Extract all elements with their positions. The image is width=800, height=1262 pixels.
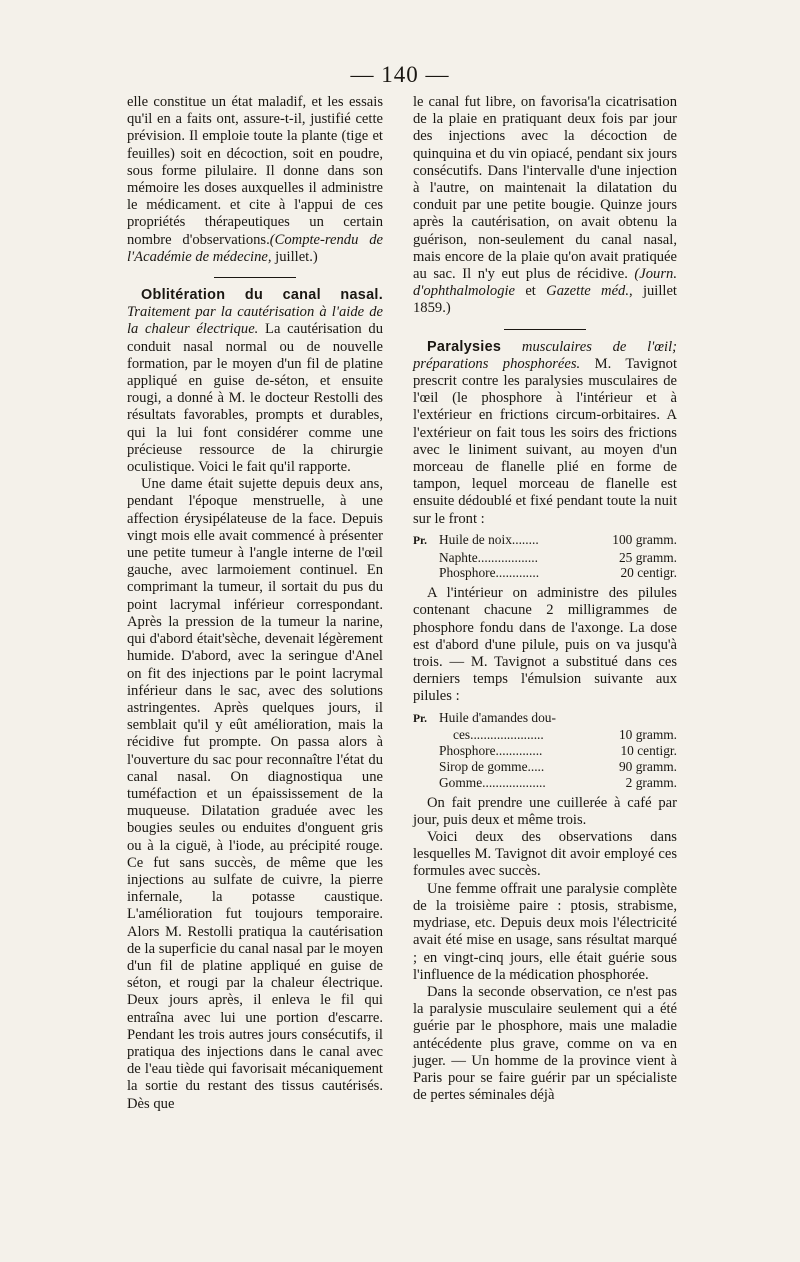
recipe-liniment [413, 532, 677, 581]
recipe-row: Sirop de gomme..... 90 gramm. [439, 759, 677, 775]
recipe-row: Phosphore............. 20 centigr. [439, 565, 677, 581]
recipe-row: Pr. Huile de noix........ 100 gramm. [413, 531, 677, 547]
recipe-row: ces...................... 10 gramm. [453, 727, 677, 743]
section-heading: Oblitération du canal nasal. [141, 287, 383, 304]
recipe-row: Phosphore.............. 10 centigr. [439, 743, 677, 759]
left-column [127, 94, 383, 1113]
paragraph: elle constitue un état maladif, et les essais qu'il en a faits ont, assure-t-il, justifié cette prévision. Il emploie toute la plante (tige et feuilles) soit en décoction, soit en poudre, sous forme pilulaire. Il donne dans son mémoire les doses auxquelles il administre le médicament. et cite à l'appui de ces propriétés thérapeutiques un certain nombre d'observations.(Compte-rendu de l'Académie de médecine, juillet.) [127, 94, 383, 265]
paragraph: le canal fut libre, on favorisa'la cicatrisation de la plaie en pratiquant deux fois par jour des injections avec la décoction de quinquina et du vin opiacé, pendant six jours consécutifs. Dans l'intervalle d'une injection à l'autre, on maintenait la dilatation du conduit par une petite bougie. Quinze jours après la cautérisation, on avait obtenu la guérison, non-seulement du canal nasal, mais encore de la plaie qu'on avait pratiquée au sac. Il n'y eut plus de récidive. (Journ. d'ophthalmologie et Gazette méd., juillet 1859.) [413, 94, 677, 317]
section-heading: Paralysies [427, 338, 502, 355]
paragraph: Dans la seconde observation, ce n'est pas la paralysie musculaire seulement qui a été guérie par le phosphore, mais une maladie antécédente plus grave, comme on va en juger. — Un homme de la province vient à Paris pour se faire guérir par un spécialiste de pertes séminales déjà [413, 983, 677, 1104]
recipe-emulsion [413, 710, 677, 791]
recipe-row: Gomme................... 2 gramm. [439, 774, 677, 790]
paragraph: Une dame était sujette depuis deux ans, pendant l'époque menstruelle, à une affection érysipélateuse de la face. Depuis vingt mois elle avait commencé à présenter une petite tumeur à l'angle interne de l'œil gauche, avec larmoiement continuel. En comprimant la tumeur, il sortait du pus du point lacrymal inférieur correspondant. Après la pression de la tumeur la narine, qui d'abord était'sèche, devenait légèrement humide. D'abord, avec la seringue d'Anel on fit des injections par le point lacrymal inférieur dans le sac, avec des solutions astringentes. Après quelques jours, il semblait qu'il y eût amélioration, mais la récidive fut prompte. On passa alors à l'ouverture du sac pour reconnaître l'état du canal nasal. On diagnostiqua une tuméfaction et un épaississement de la muqueuse. Dilatation graduée avec les bougies seules ou enduites d'onguent gris ou à la ciguë, à l'iode, au précipité rouge. Ce fut sans succès, de même que les injections au sulfate de cuivre, la pierre infernale, la potasse caustique. L'amélioration fut toujours temporaire. Alors M. Restolli pratiqua la cautérisation de la superficie du canal nasal par le moyen d'un fil de platine appliqué en guise de séton, et rougi par la chaleur électrique. Deux jours après, il enleva le fil qui entraîna avec lui une portion d'escarre. Pendant les trois autres jours consécutifs, il pratiqua des injections dans le canal avec de l'eau tiède qui favorisait mécaniquement la sortie du restant des tissus cautérisés. Dès que [127, 476, 383, 1112]
paragraph: On fait prendre une cuillerée à café par jour, puis deux et même trois. [413, 794, 677, 828]
section-divider [214, 277, 296, 278]
recipe-row: Naphte.................. 25 gramm. [439, 549, 677, 565]
page-number: — 140 — [350, 62, 450, 87]
right-column [413, 94, 677, 1104]
paragraph: A l'intérieur on administre des pilules contenant chacune 2 milligrammes de phosphore fondu dans de l'axonge. La dose est d'abord d'une pilule, puis on va jusqu'à trois. — M. Tavignot a substitué dans ces derniers temps l'émulsion suivante aux pilules : [413, 585, 677, 705]
paragraph: Paralysies musculaires de l'œil; préparations phosphorées. M. Tavignot prescrit contre les paralysies musculaires de l'œil (le phosphore à l'intérieur et à l'extérieur en frictions circum-orbitaires. A l'extérieur on fait tous les soirs des frictions avec le liniment suivant, au moyen d'un morceau de flanelle plié en forme de tampon, lequel morceau de flanelle est ensuite dédoublé et fixé pendant toute la nuit sur le front : [413, 338, 678, 527]
paragraph: Oblitération du canal nasal. Traitement par la cautérisation à l'aide de la chaleur électrique. La cautérisation du conduit nasal normal ou de nouvelle formation, par le moyen d'un fil de platine appliqué en guise de-séton, et ensuite rougi, a donné à M. le docteur Restolli des résultats favorables, prompts et durables, qui la lui font considérer comme une précieuse ressource de la chirurgie oculistique. Voici le fait qu'il rapporte. [127, 287, 383, 476]
paragraph: Voici deux des observations dans lesquelles M. Tavignot dit avoir employé ces formules avec succès. [413, 829, 677, 880]
section-divider [504, 329, 586, 330]
paragraph: Une femme offrait une paralysie complète de la troisième paire : ptosis, strabisme, mydriase, etc. Depuis deux mois l'électricité avait été mise en usage, sans résultat marqué ; en vingt-cinq jours, elle était guérie sous l'influence de la médication phosphorée. [413, 880, 677, 983]
recipe-row: Pr. Huile d'amandes dou- [413, 709, 556, 725]
